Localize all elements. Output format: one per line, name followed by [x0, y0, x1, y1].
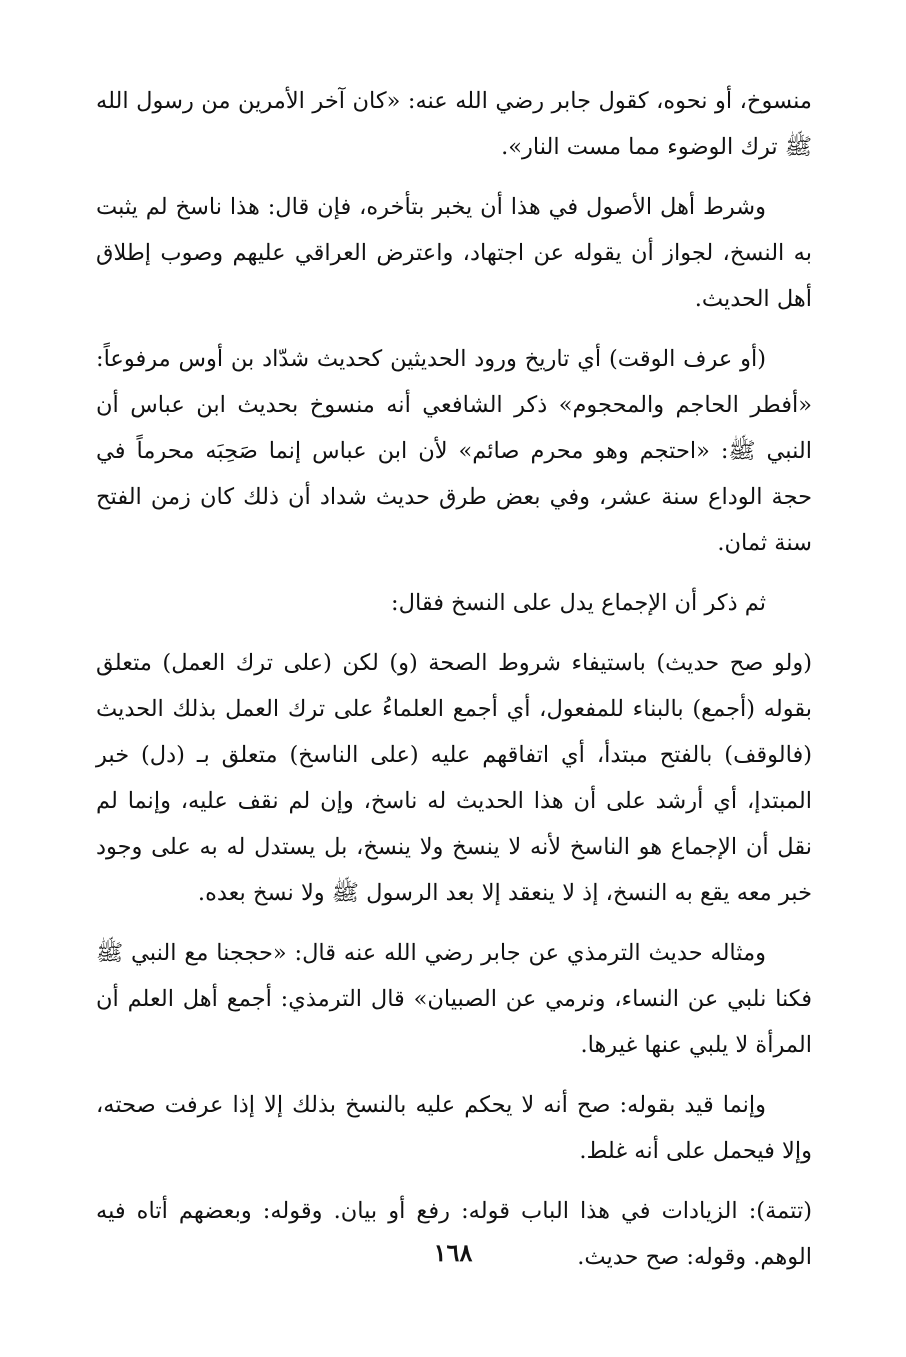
paragraph-1: منسوخ، أو نحوه، كقول جابر رضي الله عنه: «كان آخر الأمرين من رسول الله ﷺ ترك الوضوء مما مست النار». [96, 88, 812, 160]
paragraph-2: وشرط أهل الأصول في هذا أن يخبر بتأخره، فإن قال: هذا ناسخ لم يثبت به النسخ، لجواز أن يقوله عن اجتهاد، واعترض العراقي عليهم وصوب إطلاق أهل الحديث. [96, 194, 812, 312]
page-number: ١٦٨ [433, 1238, 473, 1267]
paragraph-3: (أو عرف الوقت) أي تاريخ ورود الحديثين كحديث شدّاد بن أوس مرفوعاً: «أفطر الحاجم والمحجوم» ذكر الشافعي أنه منسوخ بحديث ابن عباس أن النبي ﷺ: «احتجم وهو محرم صائم» لأن ابن عباس إنما صَحِبَه محرماً في حجة الوداع سنة عشر، وفي بعض طرق حديث شداد أن ذلك كان زمن الفتح سنة ثمان. [96, 346, 812, 556]
page-body [96, 78, 812, 1294]
paragraph-6: ومثاله حديث الترمذي عن جابر رضي الله عنه قال: «حججنا مع النبي ﷺ فكنا نلبي عن النساء، ونرمي عن الصبيان» قال الترمذي: أجمع أهل العلم أن المرأة لا يلبي عنها غيرها. [96, 940, 812, 1058]
paragraph-5: (ولو صح حديث) باستيفاء شروط الصحة (و) لكن (على ترك العمل) متعلق بقوله (أجمع) بالبناء للمفعول، أي أجمع العلماءُ على ترك العمل بذلك الحديث (فالوقف) بالفتح مبتدأ، أي اتفاقهم عليه (على الناسخ) متعلق بـ (دل) خبر المبتدإ، أي أرشد على أن هذا الحديث له ناسخ، وإن لم نقف عليه، وإنما لم نقل أن الإجماع هو الناسخ لأنه لا ينسخ ولا ينسخ، بل يستدل له به على وجود خبر معه يقع به النسخ، إذ لا ينعقد إلا بعد الرسول ﷺ ولا نسخ بعده. [96, 650, 812, 906]
paragraph-4: ثم ذكر أن الإجماع يدل على النسخ فقال: [391, 590, 766, 616]
paragraph-7: وإنما قيد بقوله: صح أنه لا يحكم عليه بالنسخ بذلك إلا إذا عرفت صحته، وإلا فيحمل على أنه غلط. [96, 1092, 812, 1164]
paragraph-8: (تتمة): الزيادات في هذا الباب قوله: رفع أو بيان. وقوله: وبعضهم أتاه فيه الوهم. وقوله: صح حديث. [96, 1198, 812, 1270]
